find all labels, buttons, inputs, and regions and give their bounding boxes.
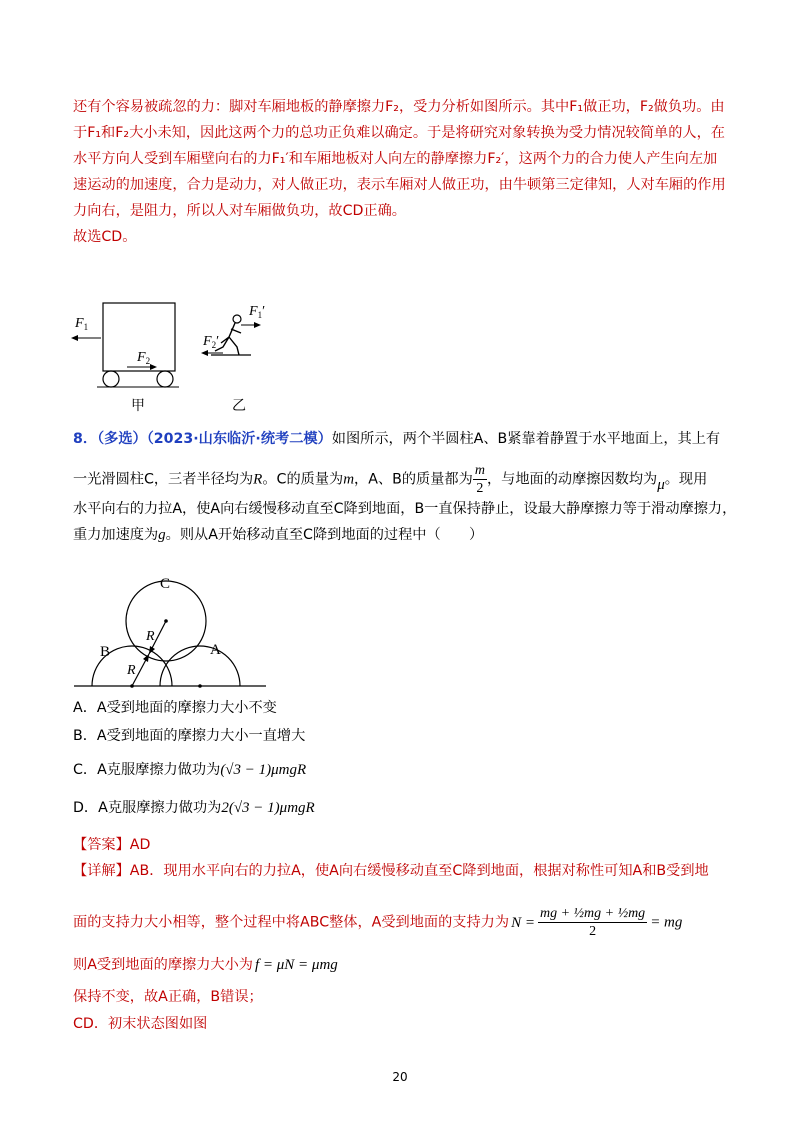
detail-line-5: CD．初末状态图如图 bbox=[73, 1016, 208, 1032]
wheel-right bbox=[157, 371, 173, 387]
explanation-line-4: 速运动的加速度，合力是动力，对人做正功，表示车厢对人做正功，由牛顿第三定律知，人对车厢的作用 bbox=[73, 177, 726, 193]
label-B: B bbox=[100, 644, 111, 660]
f1p-label: $F_1'$ bbox=[249, 304, 266, 320]
label-R-upper: R bbox=[146, 629, 155, 644]
detail-line-3: 则A受到地面的摩擦力大小为 f = μN = μmg bbox=[73, 957, 338, 973]
label-C: C bbox=[160, 576, 171, 592]
question-line-4: 重力加速度为g。则从A开始移动直至C降到地面的过程中（ ） bbox=[73, 527, 484, 543]
detail-line-2: 面的支持力大小相等，整个过程中将ABC整体，A受到地面的支持力为 N = $\frac{\text{mg + ½mg + ½mg}}{2}$ = mg bbox=[73, 906, 683, 939]
question-number: 8． bbox=[73, 431, 98, 447]
figure-force-diagram bbox=[65, 295, 285, 415]
question-tag: （多选）（2023·山东临沂·统考二模） bbox=[97, 431, 332, 447]
explanation-line-1: 还有个容易被疏忽的力：脚对车厢地板的静摩擦力F₂，受力分析如图所示。其中F₁做正功，F₂做负功。由 bbox=[73, 99, 725, 115]
mass-fraction: $\frac{m}{2}$ bbox=[474, 463, 485, 496]
label-R-lower: R bbox=[127, 663, 136, 678]
label-A: A bbox=[210, 642, 221, 658]
option-C: C．A克服摩擦力做功为(√3 − 1)μmgR bbox=[73, 762, 307, 778]
explanation-line-2: 于F₁和F₂大小未知，因此这两个力的总功正负难以确定。于是将研究对象转换为受力情况较简单的人，在 bbox=[73, 125, 725, 141]
explanation-line-3: 水平方向人受到车厢壁向右的力F₁′和车厢地板对人向左的静摩擦力F₂′，这两个力的合力使人产生向左加 bbox=[73, 151, 718, 167]
figure-label-jia: 甲 bbox=[131, 398, 145, 414]
figure-cylinders bbox=[70, 570, 270, 690]
detail-line-4: 保持不变，故A正确，B错误； bbox=[73, 989, 263, 1005]
option-D: D．A克服摩擦力做功为2(√3 − 1)μmgR bbox=[73, 800, 315, 816]
f1-label: $F_1$ bbox=[75, 316, 89, 332]
option-D-math: 2(√3 − 1)μmgR bbox=[221, 800, 315, 816]
f2-label: $F_2$ bbox=[137, 350, 151, 366]
question-line-1: 8．（多选）（2023·山东临沂·统考二模）如图所示，两个半圆柱A、B紧靠着静置于水平地面上，其上有 bbox=[73, 431, 721, 447]
option-B: B．A受到地面的摩擦力大小一直增大 bbox=[73, 728, 306, 744]
question-line-3: 水平向右的力拉A，使A向右缓慢移动直至C降到地面，B一直保持静止，设最大静摩擦力等于滑动摩擦力， bbox=[73, 501, 737, 517]
answer-label: 【答案】AD bbox=[73, 837, 151, 853]
f2p-label: $F_2'$ bbox=[203, 334, 220, 350]
question-line-2: 一光滑圆柱C，三者半径均为R。C的质量为m，A、B的质量都为 $\frac{m}{2}$ ，与地面的动摩擦因数均为μ。现用 bbox=[73, 463, 708, 496]
option-C-math: (√3 − 1)μmgR bbox=[220, 762, 307, 778]
normal-force-fraction: $\frac{\text{mg + ½mg + ½mg}}{2}$ bbox=[539, 906, 646, 939]
option-A: A．A受到地面的摩擦力大小不变 bbox=[73, 700, 277, 716]
detail-line-1: 【详解】AB．现用水平向右的力拉A，使A向右缓慢移动直至C降到地面，根据对称性可知A和B受到地 bbox=[73, 863, 709, 879]
person-head bbox=[233, 315, 241, 323]
page-number: 20 bbox=[392, 1070, 408, 1084]
explanation-line-5: 力向右，是阻力，所以人对车厢做负功，故CD正确。 bbox=[73, 203, 406, 219]
figure-label-yi: 乙 bbox=[232, 398, 246, 414]
wheel-left bbox=[103, 371, 119, 387]
explanation-line-6: 故选CD。 bbox=[73, 229, 137, 245]
